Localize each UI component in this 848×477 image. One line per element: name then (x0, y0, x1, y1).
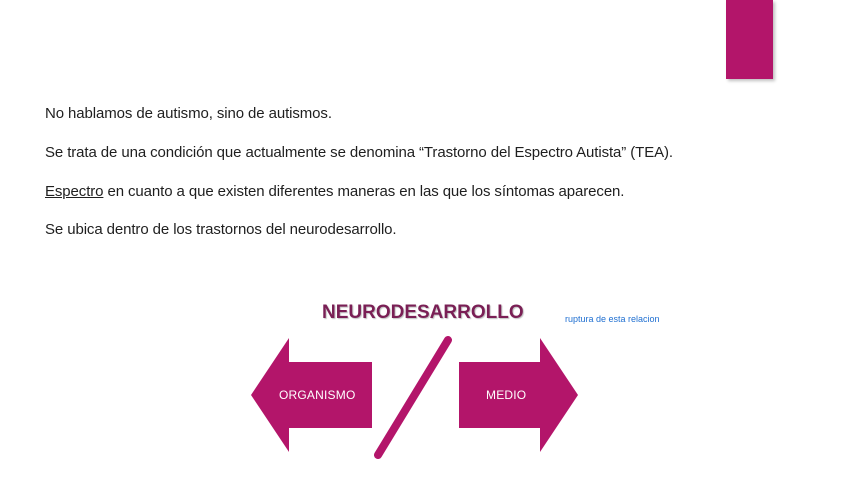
bullet-autismos: No hablamos de autismo, sino de autismos. (45, 105, 332, 122)
bullet-neurodesarrollo: Se ubica dentro de los trastornos del neurodesarrollo. (45, 221, 397, 238)
bullet-tea: Se trata de una condición que actualmente se denomina “Trastorno del Espectro Autista” (TEA). (45, 144, 673, 161)
espectro-term: Espectro (45, 183, 104, 200)
medio-label: MEDIO (486, 388, 527, 402)
diagram-title: NEURODESARROLLO (322, 302, 524, 323)
rupture-note: ruptura de esta relacion (565, 314, 660, 324)
espectro-definition: en cuanto a que existen diferentes maneras en las que los síntomas aparecen. (103, 183, 625, 200)
slash-divider (378, 340, 448, 455)
organismo-label: ORGANISMO (279, 388, 356, 402)
